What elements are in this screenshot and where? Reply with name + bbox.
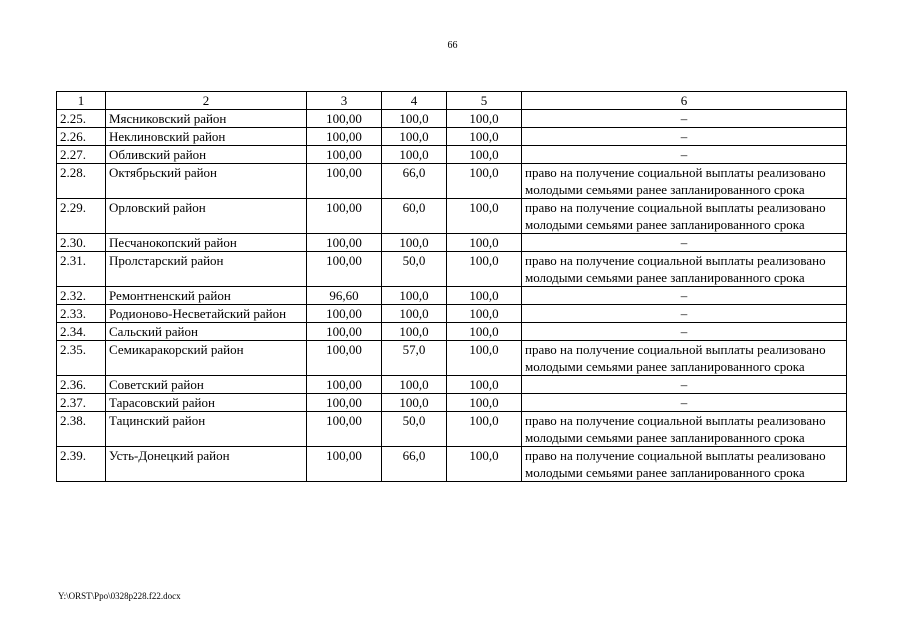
row-number-cell: 2.28.: [57, 164, 106, 199]
column-3-value-cell: 100,00: [307, 146, 382, 164]
column-4-value-cell: 100,0: [382, 128, 447, 146]
district-name-cell: Сальский район: [106, 323, 307, 341]
column-4-value-cell: 50,0: [382, 412, 447, 447]
note-cell: право на получение социальной выплаты реализовано молодыми семьями ранее запланированного срока: [522, 164, 847, 199]
table-row: [57, 376, 847, 394]
column-5-value-cell: 100,0: [447, 164, 522, 199]
row-number-cell: 2.26.: [57, 128, 106, 146]
column-5-value-cell: 100,0: [447, 376, 522, 394]
note-cell: –: [522, 110, 847, 128]
column-3-value-cell: 100,00: [307, 447, 382, 482]
column-3-value-cell: 100,00: [307, 394, 382, 412]
note-cell: –: [522, 234, 847, 252]
column-3-value-cell: 100,00: [307, 412, 382, 447]
column-header-3: 3: [307, 92, 382, 110]
column-4-value-cell: 100,0: [382, 110, 447, 128]
table-row: [57, 199, 847, 234]
district-name-cell: Орловский район: [106, 199, 307, 234]
note-cell: –: [522, 323, 847, 341]
column-4-value-cell: 57,0: [382, 341, 447, 376]
note-cell: право на получение социальной выплаты реализовано молодыми семьями ранее запланированного срока: [522, 412, 847, 447]
column-3-value-cell: 100,00: [307, 323, 382, 341]
table-row: [57, 412, 847, 447]
column-3-value-cell: 100,00: [307, 110, 382, 128]
note-cell: право на получение социальной выплаты реализовано молодыми семьями ранее запланированного срока: [522, 199, 847, 234]
table-row: [57, 341, 847, 376]
column-4-value-cell: 100,0: [382, 305, 447, 323]
row-number-cell: 2.29.: [57, 199, 106, 234]
note-cell: –: [522, 146, 847, 164]
column-4-value-cell: 60,0: [382, 199, 447, 234]
column-5-value-cell: 100,0: [447, 110, 522, 128]
column-4-value-cell: 100,0: [382, 376, 447, 394]
column-4-value-cell: 66,0: [382, 164, 447, 199]
column-5-value-cell: 100,0: [447, 199, 522, 234]
table-row: [57, 110, 847, 128]
note-cell: право на получение социальной выплаты реализовано молодыми семьями ранее запланированного срока: [522, 252, 847, 287]
column-5-value-cell: 100,0: [447, 146, 522, 164]
note-cell: право на получение социальной выплаты реализовано молодыми семьями ранее запланированного срока: [522, 341, 847, 376]
row-number-cell: 2.25.: [57, 110, 106, 128]
table-row: [57, 305, 847, 323]
column-4-value-cell: 100,0: [382, 287, 447, 305]
table-row: [57, 146, 847, 164]
row-number-cell: 2.32.: [57, 287, 106, 305]
column-3-value-cell: 100,00: [307, 305, 382, 323]
district-name-cell: Мясниковский район: [106, 110, 307, 128]
column-header-4: 4: [382, 92, 447, 110]
row-number-cell: 2.27.: [57, 146, 106, 164]
column-5-value-cell: 100,0: [447, 447, 522, 482]
district-name-cell: Пролстарский район: [106, 252, 307, 287]
district-name-cell: Родионово-Несветайский район: [106, 305, 307, 323]
note-cell: –: [522, 376, 847, 394]
row-number-cell: 2.39.: [57, 447, 106, 482]
table-header-row: [57, 92, 847, 110]
column-header-6: 6: [522, 92, 847, 110]
column-5-value-cell: 100,0: [447, 412, 522, 447]
column-4-value-cell: 100,0: [382, 234, 447, 252]
table-row: [57, 128, 847, 146]
district-name-cell: Октябрьский район: [106, 164, 307, 199]
column-3-value-cell: 100,00: [307, 199, 382, 234]
row-number-cell: 2.31.: [57, 252, 106, 287]
row-number-cell: 2.38.: [57, 412, 106, 447]
column-3-value-cell: 100,00: [307, 376, 382, 394]
table-body: [57, 110, 847, 482]
column-3-value-cell: 100,00: [307, 341, 382, 376]
district-name-cell: Ремонтненский район: [106, 287, 307, 305]
note-cell: –: [522, 287, 847, 305]
column-header-2: 2: [106, 92, 307, 110]
table-row: [57, 287, 847, 305]
column-3-value-cell: 96,60: [307, 287, 382, 305]
district-name-cell: Обливский район: [106, 146, 307, 164]
column-5-value-cell: 100,0: [447, 394, 522, 412]
column-5-value-cell: 100,0: [447, 128, 522, 146]
column-5-value-cell: 100,0: [447, 234, 522, 252]
column-4-value-cell: 50,0: [382, 252, 447, 287]
column-4-value-cell: 100,0: [382, 394, 447, 412]
district-name-cell: Тацинский район: [106, 412, 307, 447]
row-number-cell: 2.33.: [57, 305, 106, 323]
table-row: [57, 323, 847, 341]
column-header-1: 1: [57, 92, 106, 110]
table-row: [57, 252, 847, 287]
column-3-value-cell: 100,00: [307, 234, 382, 252]
note-cell: –: [522, 305, 847, 323]
table-row: [57, 447, 847, 482]
column-5-value-cell: 100,0: [447, 252, 522, 287]
table-row: [57, 164, 847, 199]
column-5-value-cell: 100,0: [447, 305, 522, 323]
district-name-cell: Семикаракорский район: [106, 341, 307, 376]
column-5-value-cell: 100,0: [447, 341, 522, 376]
report-table: [56, 91, 847, 482]
district-name-cell: Усть-Донецкий район: [106, 447, 307, 482]
column-5-value-cell: 100,0: [447, 287, 522, 305]
column-3-value-cell: 100,00: [307, 252, 382, 287]
table-row: [57, 394, 847, 412]
district-name-cell: Неклиновский район: [106, 128, 307, 146]
column-3-value-cell: 100,00: [307, 128, 382, 146]
note-cell: право на получение социальной выплаты реализовано молодыми семьями ранее запланированного срока: [522, 447, 847, 482]
district-name-cell: Тарасовский район: [106, 394, 307, 412]
column-header-5: 5: [447, 92, 522, 110]
file-path-footer: Y:\ORST\Ppo\0328p228.f22.docx: [58, 591, 181, 601]
row-number-cell: 2.30.: [57, 234, 106, 252]
page-number: 66: [447, 40, 458, 51]
table-row: [57, 234, 847, 252]
column-4-value-cell: 66,0: [382, 447, 447, 482]
district-name-cell: Песчанокопский район: [106, 234, 307, 252]
column-5-value-cell: 100,0: [447, 323, 522, 341]
row-number-cell: 2.34.: [57, 323, 106, 341]
note-cell: –: [522, 128, 847, 146]
note-cell: –: [522, 394, 847, 412]
row-number-cell: 2.37.: [57, 394, 106, 412]
column-4-value-cell: 100,0: [382, 146, 447, 164]
column-3-value-cell: 100,00: [307, 164, 382, 199]
row-number-cell: 2.35.: [57, 341, 106, 376]
row-number-cell: 2.36.: [57, 376, 106, 394]
column-4-value-cell: 100,0: [382, 323, 447, 341]
district-name-cell: Советский район: [106, 376, 307, 394]
